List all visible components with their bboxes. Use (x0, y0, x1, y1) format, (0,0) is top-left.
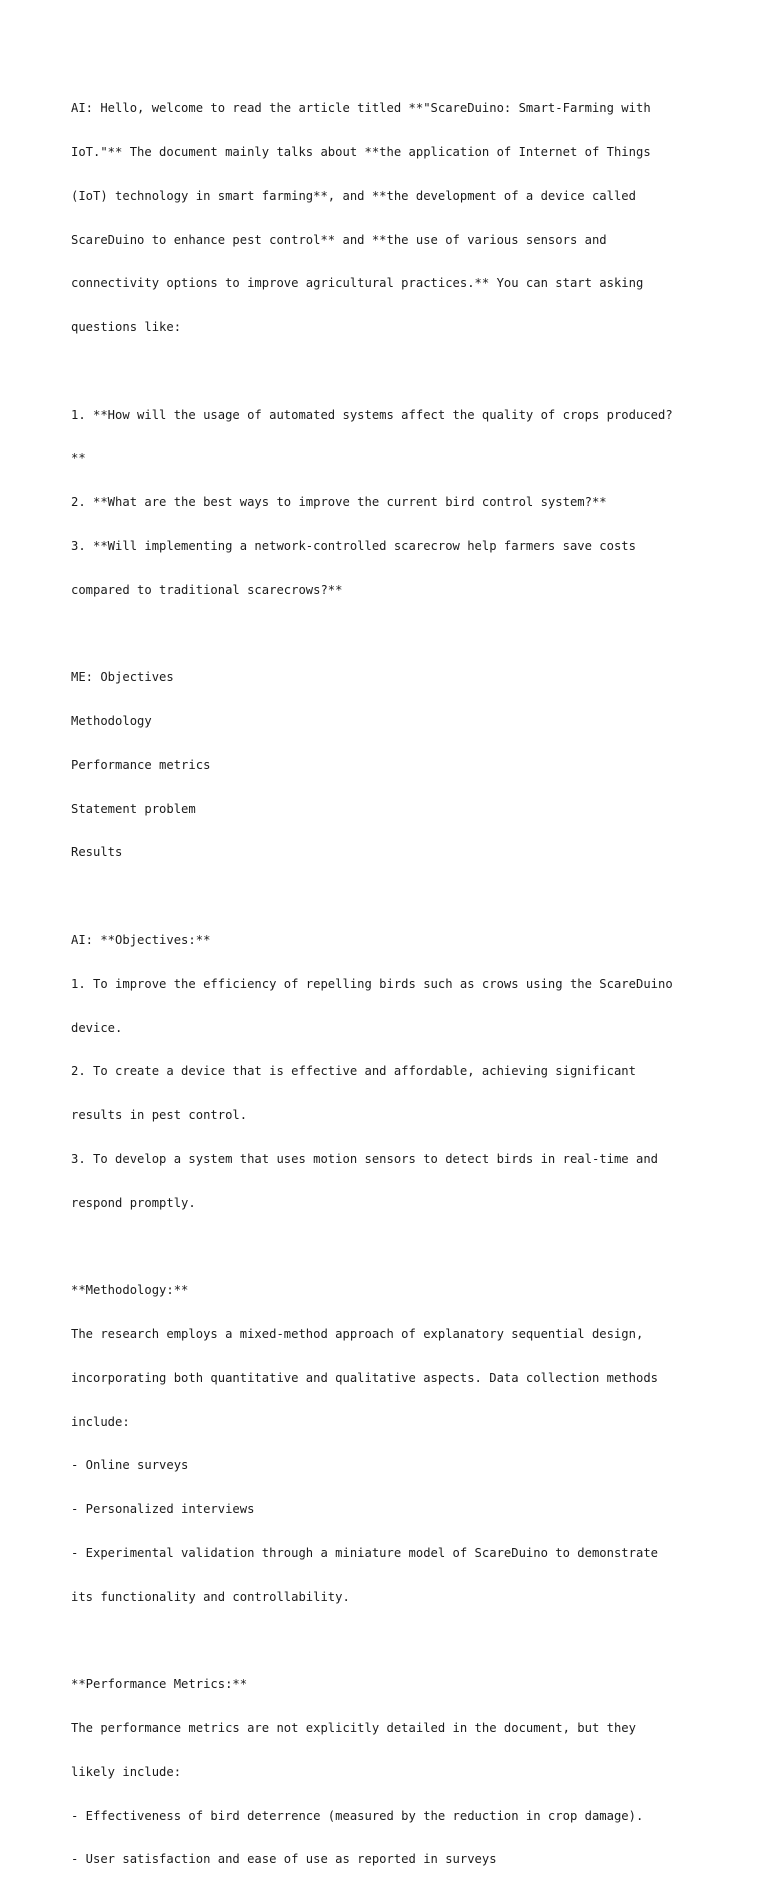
text-line: - Personalized interviews (71, 1502, 255, 1517)
text-line: Performance metrics (71, 757, 211, 772)
text-line: AI: Hello, welcome to read the article titled **"ScareDuino: Smart-Farming with (71, 101, 651, 116)
text-line: - Experimental validation through a miniature model of ScareDuino to demonstrate (71, 1545, 658, 1560)
text-line: 3. To develop a system that uses motion sensors to detect birds in real-time and (71, 1151, 658, 1166)
text-line: Statement problem (71, 801, 196, 816)
text-line: (IoT) technology in smart farming**, and **the development of a device called (71, 188, 636, 203)
text-line: likely include: (71, 1764, 182, 1779)
blank-line (71, 1634, 711, 1649)
text-line: **Performance Metrics:** (71, 1677, 248, 1692)
text-line: - Online surveys (71, 1458, 189, 1473)
text-line: 3. **Will implementing a network-controlled scarecrow help farmers save costs (71, 539, 636, 553)
text-line: 2. **What are the best ways to improve the current bird control system?** (71, 495, 607, 510)
text-line: AI: **Objectives:** (71, 933, 211, 948)
text-line: include: (71, 1414, 130, 1429)
text-line: Methodology (71, 714, 152, 729)
text-line: questions like: (71, 320, 182, 335)
text-line: IoT."** The document mainly talks about **the application of Internet of Things (71, 144, 651, 159)
text-line: ** (71, 451, 86, 466)
text-line: connectivity options to improve agricultural practices.** You can start asking (71, 276, 644, 291)
blank-line (71, 889, 711, 904)
text-line: ME: Objectives (71, 670, 174, 685)
text-line: respond promptly. (71, 1195, 196, 1210)
text-line: The performance metrics are not explicitly detailed in the document, but they (71, 1721, 636, 1736)
text-line: device. (71, 1020, 123, 1035)
text-line: **Methodology:** (71, 1283, 189, 1298)
text-line: The research employs a mixed-method approach of explanatory sequential design, (71, 1327, 644, 1342)
text-line: - User satisfaction and ease of use as reported in surveys (71, 1852, 497, 1867)
text-line: 1. **How will the usage of automated systems affect the quality of crops produced? (71, 407, 673, 422)
blank-line (71, 364, 711, 379)
text-line: 2. To create a device that is effective and affordable, achieving significant (71, 1064, 636, 1079)
document-body (71, 72, 711, 1882)
blank-line (71, 627, 711, 642)
text-line: Results (71, 845, 123, 860)
text-line: compared to traditional scarecrows?** (71, 582, 343, 597)
text-line: 1. To improve the efficiency of repelling birds such as crows using the ScareDuino (71, 976, 673, 991)
text-line: - Effectiveness of bird deterrence (measured by the reduction in crop damage). (71, 1808, 644, 1823)
text-line: its functionality and controllability. (71, 1589, 350, 1604)
text-line: results in pest control. (71, 1108, 248, 1123)
text-line: ScareDuino to enhance pest control** and **the use of various sensors and (71, 232, 607, 247)
blank-line (71, 1240, 711, 1255)
text-line: incorporating both quantitative and qualitative aspects. Data collection methods (71, 1370, 658, 1385)
